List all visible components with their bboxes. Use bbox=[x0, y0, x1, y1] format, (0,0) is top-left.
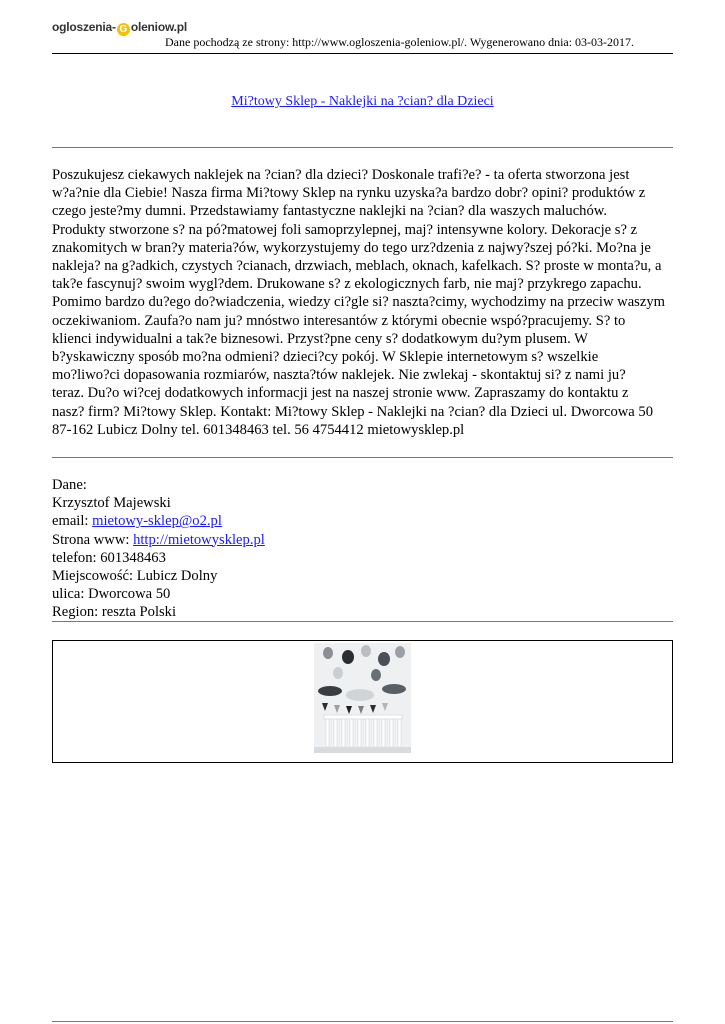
details-heading: Dane: bbox=[52, 477, 87, 493]
header-divider bbox=[52, 53, 673, 54]
body-line: w?a?nie dla Ciebie! Nasza firma Mi?towy Sklep na rynku uzyska?a bardzo dobr? opini? produktów z bbox=[52, 185, 646, 202]
ad-description bbox=[52, 166, 677, 439]
body-divider bbox=[52, 457, 673, 458]
contact-details bbox=[52, 476, 265, 622]
wall-sticker-photo-icon bbox=[314, 643, 411, 753]
street: ulica: Dworcowa 50 bbox=[52, 586, 171, 603]
body-line: znakomitych w bran?y materia?ów, wykorzystujemy do tego urz?dzenia z najwy?szej pó?ki. Mo?na je bbox=[52, 239, 651, 256]
email-link[interactable]: mietowy-sklep@o2.pl bbox=[92, 513, 222, 530]
body-line: klienci indywidualni a tak?e biznesowi. Przyst?pne ceny s? dodatkowym du?ym plusem. W bbox=[52, 330, 588, 347]
body-line: teraz. Du?o wi?cej dodatkowych informacji jest na naszej stronie www. Zapraszamy do kontaktu z bbox=[52, 385, 629, 402]
contact-name: Krzysztof Majewski bbox=[52, 495, 171, 512]
body-line: nakleja? na g?adkich, czystych ?cianach, drzwiach, meblach, oknach, kafelkach. S? proste w monta?u, a bbox=[52, 258, 662, 275]
body-line: 87-162 Lubicz Dolny tel. 601348463 tel. 56 4754412 mietowysklep.pl bbox=[52, 421, 465, 438]
source-header: Dane pochodzą ze strony: http://www.ogloszenia-goleniow.pl/. Wygenerowano dnia: 03-03-2017. bbox=[165, 35, 635, 49]
image-frame bbox=[52, 640, 673, 763]
footer-divider bbox=[52, 1021, 673, 1022]
details-divider bbox=[52, 621, 673, 622]
body-line: czego jeste?my dumni. Przedstawiamy fantastyczne naklejki na ?cian? dla waszych maluchów. bbox=[52, 203, 608, 220]
logo-g-icon: G bbox=[117, 23, 130, 36]
body-line: nasz? firm? Mi?towy Sklep. Kontakt: Mi?towy Sklep - Naklejki na ?cian? dla Dzieci ul. Dworcowa 50 bbox=[52, 403, 654, 420]
product-photo[interactable] bbox=[314, 643, 411, 753]
region: Region: reszta Polski bbox=[52, 604, 177, 621]
title-link[interactable]: Mi?towy Sklep - Naklejki na ?cian? dla Dzieci bbox=[231, 94, 494, 109]
www-row bbox=[52, 531, 265, 549]
body-line: tak?e fascynuj? swoim wygl?dem. Drukowane s? z ekologicznych farb, nie maj? przykrego zapachu. bbox=[52, 276, 642, 293]
email-label: email: bbox=[52, 513, 93, 530]
title-divider bbox=[52, 147, 673, 148]
body-line: oczekiwaniom. Zaufa?o nam ju? mnóstwo interesantów z którymi obecnie wspó?pracujemy. S? to bbox=[52, 312, 626, 329]
body-line: Pomimo bardzo du?ego do?wiadczenia, wiedzy ci?gle si? naszta?cimy, wychodzimy na przeciw waszym bbox=[52, 294, 665, 311]
page-title bbox=[0, 94, 725, 110]
body-line: b?yskawiczny sposób mo?na odmieni? dzieci?cy pokój. W Sklepie internetowym s? wszelkie bbox=[52, 349, 599, 366]
email-row bbox=[52, 512, 265, 530]
www-label: Strona www: bbox=[52, 531, 134, 548]
phone: telefon: 601348463 bbox=[52, 549, 166, 566]
body-line: Produkty stworzone s? na pó?matowej foli samoprzylepnej, maj? intensywne kolory. Dekoracje s? z bbox=[52, 221, 638, 238]
city: Miejscowość: Lubicz Dolny bbox=[52, 568, 218, 585]
www-link[interactable]: http://mietowysklep.pl bbox=[133, 531, 265, 548]
logo-prefix: ogloszenia- bbox=[52, 20, 116, 34]
body-line: Poszukujesz ciekawych naklejek na ?cian? dla dzieci? Doskonale trafi?e? - ta oferta stworzona jest bbox=[52, 167, 630, 183]
logo-suffix: oleniow.pl bbox=[130, 20, 188, 34]
body-line: mo?liwo?ci dopasowania rozmiarów, naszta?tów naklejek. Nie zwlekaj - skontaktuj si? z nami ju? bbox=[52, 367, 626, 384]
